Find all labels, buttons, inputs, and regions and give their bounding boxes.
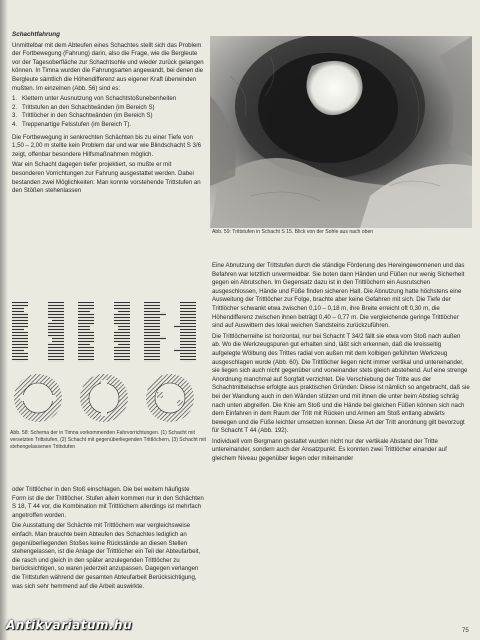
- watermark: Antikvariatum.hu: [6, 618, 133, 632]
- schematic-figure: [10, 298, 200, 428]
- paragraph-forms: oder Trittlöcher in den Stoß einschlagen. Die bei weitem häufigste Form ist die der Trittlöcher. Stufen allein kommen nur in den Schächten S 18, T 44 vor, die Kombination mit Trittlöchern allerdings ist mehrfach angetroffen worden.: [12, 486, 204, 519]
- left-column-top: [12, 31, 204, 198]
- shaft-photo: [210, 36, 472, 228]
- section-heading: Schachtfahrung: [12, 31, 60, 38]
- page-number: 75: [462, 628, 469, 634]
- shaft-photo-image: [210, 36, 472, 228]
- right-column: [212, 262, 470, 466]
- list-item: 3. Trittlöcher in den Schachtwänden (im Bereich S): [12, 112, 153, 120]
- paragraph-depth: Die Fortbewegung in senkrechten Schächten bis zu einer Tiefe von 1,50 – 2,00 m stellte kein Problem dar und war wie Blindschacht S 3/6 zeigt, offenbar besondere Hilfsmaßnahmen möglich.: [12, 133, 202, 158]
- method-list: [12, 95, 204, 129]
- paragraph-intro: Unmittelbar mit dem Abteufen eines Schachtes stellt sich das Problem der Fortbewegung (Fahrung) darin, also die Frage, wie die Bergleute vor der Tagesoberfläche zur Schachtsohle und wieder zurück gelangen können. In Timna wurden die Fahrungsarten angewandt, bei denen die Bergleute sämtlich die Höhendifferenz aus eigener Kraft überwinden mußten. Im einzelnen (Abb. 56) sind es:: [12, 41, 204, 92]
- list-item: 4. Treppenartige Felsstufen (im Bereich T).: [12, 120, 132, 128]
- figure-caption: Abb. 58: Schema der in Timna vorkommenden Fahrvorrichtungen. (1) Schacht mit versetzten Trittstufen, (2) Schacht mit gegenüberliegenden Trittlöchern, (3) Schacht mit stehengelassenen Trittstufen: [10, 430, 206, 450]
- photo-caption: Abb. 59: Trittstufen in Schacht S 15. Blick von der Sohle aus nach oben: [212, 229, 374, 235]
- left-column-bottom: [12, 486, 204, 593]
- paragraph-equipment: Die Ausstattung der Schächte mit Trittlöchern war vergleichsweise einfach. Man brauchte beim Abteufen des Schachtes lediglich an gegenüberliegenden Stoßes keine Rückstände an diesen Stellen stehengelassen, ist die Anlage der Trittlöcher ein Teil der Abteufarbeit, die rasch und gleich in den später anzulegenden Trittlöcher zu berücksichtigen, so waren jederzeit anzupassen. Dagegen verlangen die Trittstufen während der gesamten Abteufarbeit Berücksichtigung, was sich sehr hemmend auf die Arbeit auswirkte.: [12, 522, 201, 590]
- paragraph-individual: Individuell vom Bergmann gestaltet wurden nicht nur der vertikale Abstand der Tritte untereinander, sondern auch der Ansatzpunkt. Es konnten zwei Trittlöcher einander auf gleichem Niveau gegenüber liegen oder miteinander: [212, 437, 447, 463]
- paragraph-deeper-shafts: War ein Schacht dagegen tiefer projektiert, so mußte er mit besonderen Vorrichtungen zur Fahrung ausgestattet werden. Dabei bestanden zwei Möglichkeiten: Man konnte vorstehende Trittstufen an den Stößen stehenlassen: [12, 161, 201, 195]
- list-item: 1. Klettern unter Ausnutzung von Schachtstoßunebenheiten: [12, 95, 177, 103]
- paragraph-arrangement: Die Trittlöcherreihe ist horizontal, nur bei Schacht T 34/2 fällt sie etwa vom Stoß nach außen ab. Wo die Werkzeugspuren gut erhalten sind, läßt sich erkennen, daß die kreisseitig aufgelegte Wölbung des Trittes radial von außen mit dem kolbigen geführten Werkzeug ausgeschlagen wurde (Abb. 60). Die Trittlöcher liegen nicht immer vertikal und untereinander, sie liegen sich auch nicht gegenüber und voneinander stets gleich abstehend. Auf eine strenge Anordnung manchmal auf Sorgfalt verzichtet. Die Verschiebung der Tritte aus der Schachtmittelachse erfolgte aus praktischen Gründen: Diese ist nämlich so angebracht, daß sie bei der Wandlung auch in den Wänden stützen und mit ihnen die unter beim Abstieg schräg nach unten abgreifen. Die Knie am Stoß und die Hände bei gleichen Füßen können sich nach dem Einfahren in dem Raum der Tritt mit Rücken und Armen am Stoß entlang abwärts bewegen und die Füße leichter umsetzen konnen. Diese Art der Tritt anordnung gilt bevorzugt für Schacht T 44 (Abb. 192).: [212, 332, 470, 435]
- paragraph-wear: Eine Abnutzung der Trittstufen durch die ständige Förderung des Hereingewonnenen und das Befahren war letztlich unvermeidbar. Sie boten dann Händen und Füßen nur wenig Sicherheit gegen ein Abrutschen. Im Gegensatz dazu ist in den Trittlöchern ein Ausrutschen ausgeschlossen, Hände und Füße finden sicheren Halt. Die Abnutzung hatte höchstens eine Ausweitung der Trittlöcher zur Folge, brachte aber keine Gefahren mit sich. Die Tiefe der Trittlöcher schwankt etwa zwischen 0,10 – 0,18 m, ihre Breite erreicht oft 0,30 m, die Höhendifferenz zwischen ihnen beträgt 0,40 – 0,77 m. Die vergleichende geringe Trittlöcher sind auf Auswittern des lokal weichen Sandsteins zurückzuführen.: [212, 262, 465, 330]
- shaft-schematic-diagram: [10, 298, 200, 428]
- page-gutter-shadow: [0, 0, 8, 640]
- list-item: 2. Trittstufen an den Schachtwänden (im Bereich S): [12, 103, 155, 111]
